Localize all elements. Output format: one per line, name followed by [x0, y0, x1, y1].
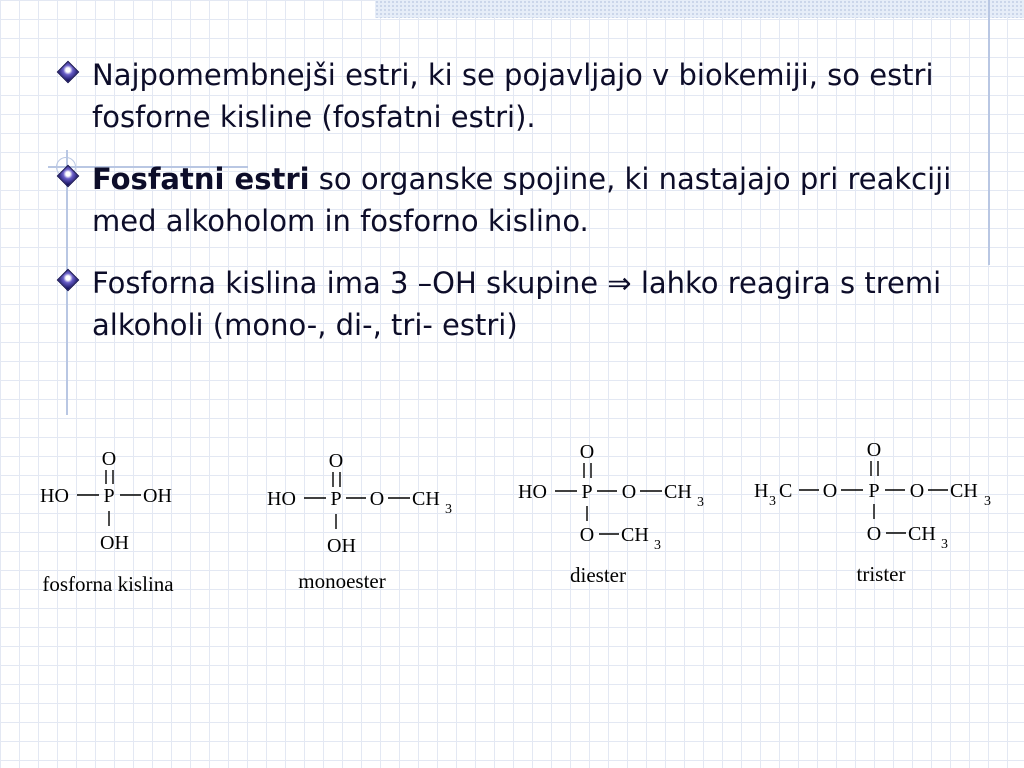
atom-label: HO: [267, 488, 296, 510]
atom-label: H: [754, 480, 769, 502]
monoester-structure: [267, 450, 452, 593]
subscript-label: 3: [984, 494, 991, 509]
atom-label: O: [621, 481, 637, 503]
bullet-text: lahko reagira s tremi alkoholi (mono-, di-, tri- estri): [92, 266, 942, 342]
atom-label: OH: [143, 485, 172, 507]
subscript-label: 3: [697, 495, 704, 510]
diester-structure: [518, 441, 704, 587]
atom-label: O: [579, 524, 595, 546]
atom-label: O: [101, 448, 117, 470]
atom-label: O: [822, 480, 838, 502]
structure-caption: monoester: [298, 569, 386, 593]
structure-caption: diester: [570, 563, 626, 587]
atom-label: O: [866, 439, 882, 461]
atom-label: O: [328, 450, 344, 472]
atom-label: CH: [908, 523, 936, 545]
bullet-bold-term: Fosfatni estri: [92, 162, 310, 196]
atom-label: O: [866, 523, 882, 545]
triester-structure: [754, 439, 991, 586]
atom-label: HO: [518, 481, 547, 503]
implies-arrow-icon: ⇒: [607, 266, 632, 300]
atom-label: P: [103, 485, 115, 507]
subscript-label: 3: [769, 494, 776, 509]
atom-label: OH: [100, 532, 129, 554]
atom-label: P: [868, 480, 880, 502]
bond-lines: [77, 461, 948, 534]
atom-label: O: [579, 441, 595, 463]
bullet-text: Fosforna kislina ima 3 –OH skupine: [92, 266, 608, 300]
subscript-label: 3: [654, 538, 661, 553]
bullet-text: so organske spojine, ki nastajajo pri reakciji med alkoholom in fosforno kislino.: [92, 162, 952, 238]
subscript-label: 3: [941, 537, 948, 552]
atom-label: P: [330, 488, 342, 510]
atom-label: CH: [412, 488, 440, 510]
bullet-text: Najpomembnejši estri, ki se pojavljajo v biokemiji, so estri fosforne kisline (fosfatni estri).: [92, 58, 934, 134]
atom-label: O: [909, 480, 925, 502]
structure-caption: fosforna kislina: [42, 572, 174, 596]
atom-label: P: [581, 481, 593, 503]
atom-label: CH: [621, 524, 649, 546]
atom-label: O: [369, 488, 385, 510]
atom-label: HO: [40, 485, 69, 507]
structure-caption: trister: [856, 562, 906, 586]
atom-label: CH: [950, 480, 978, 502]
phosphoric-acid-structure: [40, 448, 174, 596]
atom-label: CH: [664, 481, 692, 503]
atom-label: C: [779, 480, 793, 502]
subscript-label: 3: [445, 502, 452, 517]
atom-label: OH: [327, 535, 356, 557]
